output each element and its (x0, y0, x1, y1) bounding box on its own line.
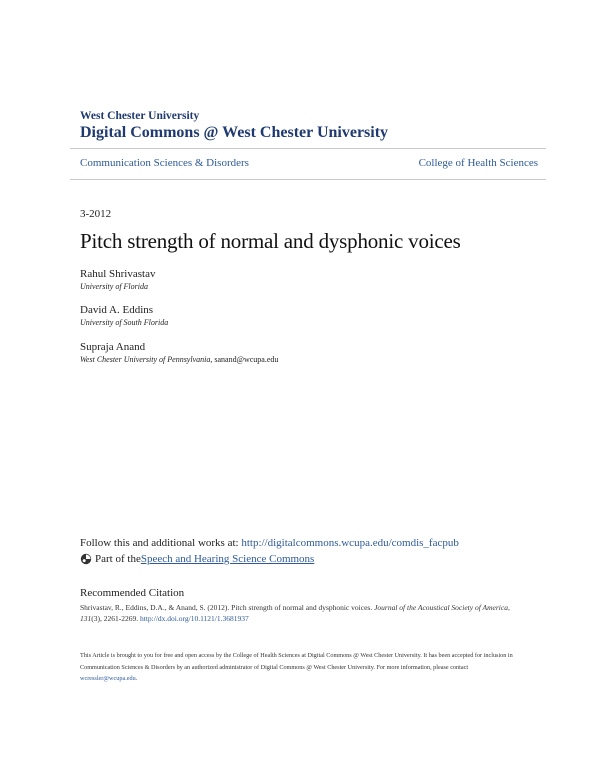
commons-link[interactable]: Speech and Hearing Science Commons (140, 553, 315, 565)
institution-name[interactable]: West Chester University (80, 110, 200, 122)
citation-text (80, 602, 520, 624)
author-name: David A. Eddins (80, 304, 154, 316)
collection-link-health-sciences[interactable]: College of Health Sciences (418, 157, 538, 169)
author-block (80, 267, 540, 292)
citation-heading: Recommended Citation (80, 587, 185, 599)
collection-url-link[interactable]: http://digitalcommons.wcupa.edu/comdis_facpub (241, 537, 459, 549)
contact-email-link[interactable]: wcressler@wcupa.edu (80, 675, 136, 682)
author-affiliation-text: West Chester University of Pennsylvania (80, 355, 211, 364)
part-of-line (80, 553, 314, 565)
follow-line (80, 537, 459, 549)
divider-bottom (70, 179, 546, 180)
author-affiliation (80, 354, 540, 365)
author-affiliation: University of South Florida (80, 318, 169, 327)
follow-label: Follow this and additional works at: (80, 537, 242, 549)
collection-links (80, 157, 538, 169)
notice-text: This Article is brought to you for free and open access by the College of Health Sciences at Digital Commons @ West Chester University. It has been accepted for inclusion in Communication Sciences & Disorders by an authorized administrator of Digital Commons @ West Chester University. For more information, please contact (80, 652, 513, 671)
author-block (80, 303, 540, 328)
author-name: Supraja Anand (80, 341, 146, 353)
citation-pages: (3), 2261-2269. (91, 614, 140, 623)
creative-commons-icon (80, 553, 92, 565)
doi-link[interactable]: http://dx.doi.org/10.1121/1.3681937 (140, 614, 249, 623)
repository-name[interactable]: Digital Commons @ West Chester University (80, 124, 389, 141)
divider-top (70, 148, 546, 149)
access-notice (80, 650, 525, 685)
part-of-label: Part of the (95, 553, 141, 565)
author-affiliation: University of Florida (80, 282, 148, 291)
article-title: Pitch strength of normal and dysphonic voices (80, 229, 461, 253)
collection-link-comdis[interactable]: Communication Sciences & Disorders (80, 157, 249, 169)
repository-header (80, 110, 540, 143)
author-email: , sanand@wcupa.edu (210, 355, 279, 364)
author-name: Rahul Shrivastav (80, 268, 156, 280)
notice-end: . (135, 675, 138, 682)
citation-journal: Journal of the Acoustical Society of America, 131 (80, 603, 510, 623)
publication-date: 3-2012 (80, 208, 112, 220)
author-block (80, 340, 540, 365)
citation-authors-title: Shrivastav, R., Eddins, D.A., & Anand, S. (2012). Pitch strength of normal and dysphonic voices. (80, 603, 375, 612)
